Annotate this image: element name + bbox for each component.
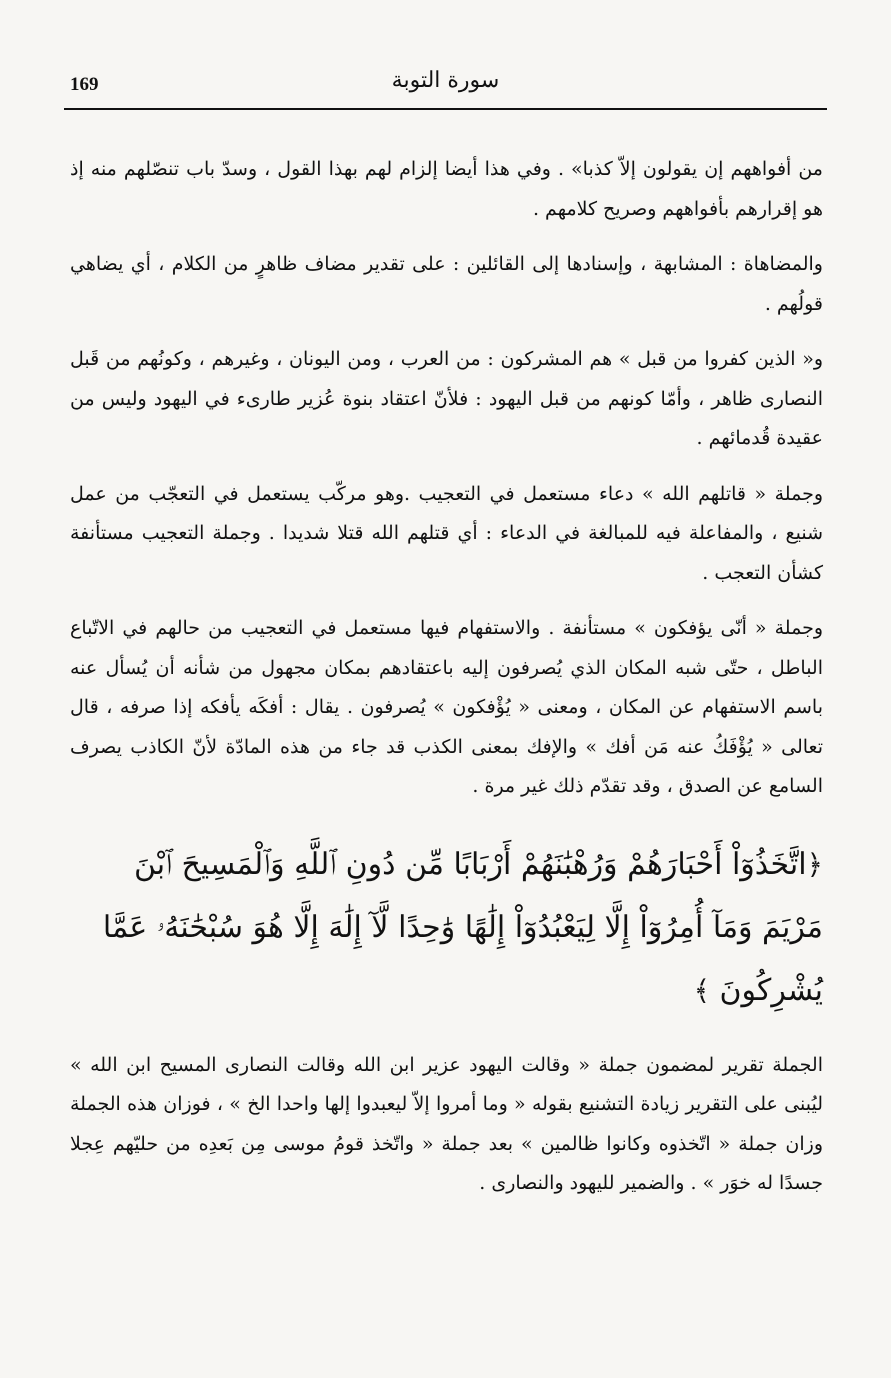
verse-open-bracket: ﴿ <box>806 847 823 881</box>
paragraph-1: من أفواههم إن يقولون إلاّ كذبا» . وفي هذا أيضا إلزام لهم بهذا القول ، وسدّ باب تنصّلهم منه إذ هو إقرارهم بأفواههم وصريح كلامهم . <box>70 158 823 220</box>
page-body <box>70 150 823 1220</box>
paragraph-4: وجملة « قاتلهم الله » دعاء مستعمل في التعجيب .وهو مركّب يستعمل في التعجّب من عمل شنيع ، والمفاعلة فيه للمبالغة في الدعاء : أي قتلهم الله قتلا شديدا . وجملة التعجيب مستأنفة كشأن التعجب . <box>70 482 823 584</box>
verse-text: اتَّخَذُوٓاْ أَحْبَارَهُمْ وَرُهْبَٰنَهُمْ أَرْبَابًا مِّن دُونِ ٱللَّهِ وَٱلْمَسِيحَ ٱبْنَ مَرْيَمَ وَمَآ أُمِرُوٓاْ إِلَّا لِيَعْبُدُوٓاْ إِلَٰهًا وَٰحِدًا لَّآ إِلَٰهَ إِلَّا هُوَ سُبْحَٰنَهُۥ عَمَّا يُشْرِكُونَ <box>102 846 823 1008</box>
paragraph-2: والمضاهاة : المشابهة ، وإسنادها إلى القائلين : على تقدير مضاف ظاهرٍ من الكلام ، أي يضاهي قولُهم . <box>70 253 823 315</box>
page-header <box>64 66 827 110</box>
paragraph-3: و« الذين كفروا من قبل » هم المشركون : من العرب ، ومن اليونان ، وغيرهم ، وكونُهم من قَبل النصارى ظاهر ، وأمّا كونهم من قبل اليهود : فلأنّ اعتقاد بنوة عُزير طارىء في اليهود وليس من عقيدة قُدمائهم . <box>70 348 823 449</box>
page-number: 169 <box>70 74 99 95</box>
verse-close-bracket: ﴾ <box>693 973 710 1007</box>
surah-title: سورة التوبة <box>391 68 500 93</box>
quran-verse <box>70 833 823 1022</box>
paragraph-5: وجملة « أنّى يؤفكون » مستأنفة . والاستفهام فيها مستعمل في التعجيب من حالهم في الاتّباع الباطل ، حتّى شبه المكان الذي يُصرفون إليه باعتقادهم بمكان مجهول من شأنه أن يُسأل عنه باسم الاستفهام عن المكان ، ومعنى « يُؤْفكون » يُصرفون . يقال : أفكَه يأفكه إذا صرفه ، قال تعالى « يُؤْفَكُ عنه مَن أفك » والإفك بمعنى الكذب قد جاء من هذه المادّة لأنّ الكاذب يصرف السامع عن الصدق ، وقد تقدّم ذلك غير مرة . <box>70 617 823 797</box>
commentary-paragraph: الجملة تقرير لمضمون جملة « وقالت اليهود عزير ابن الله وقالت النصارى المسيح ابن الله » ليُبنى على التقرير زيادة التشنيع بقوله « وما أمروا إلاّ ليعبدوا إلها واحدا الخ » ، فوزان هذه الجملة وزان جملة « اتّخذوه وكانوا ظالمين » بعد جملة « واتّخذ قومُ موسى مِن بَعدِه من حليّهم عِجلا جسدًا له خوَر » . والضمير لليهود والنصارى . <box>70 1053 823 1194</box>
